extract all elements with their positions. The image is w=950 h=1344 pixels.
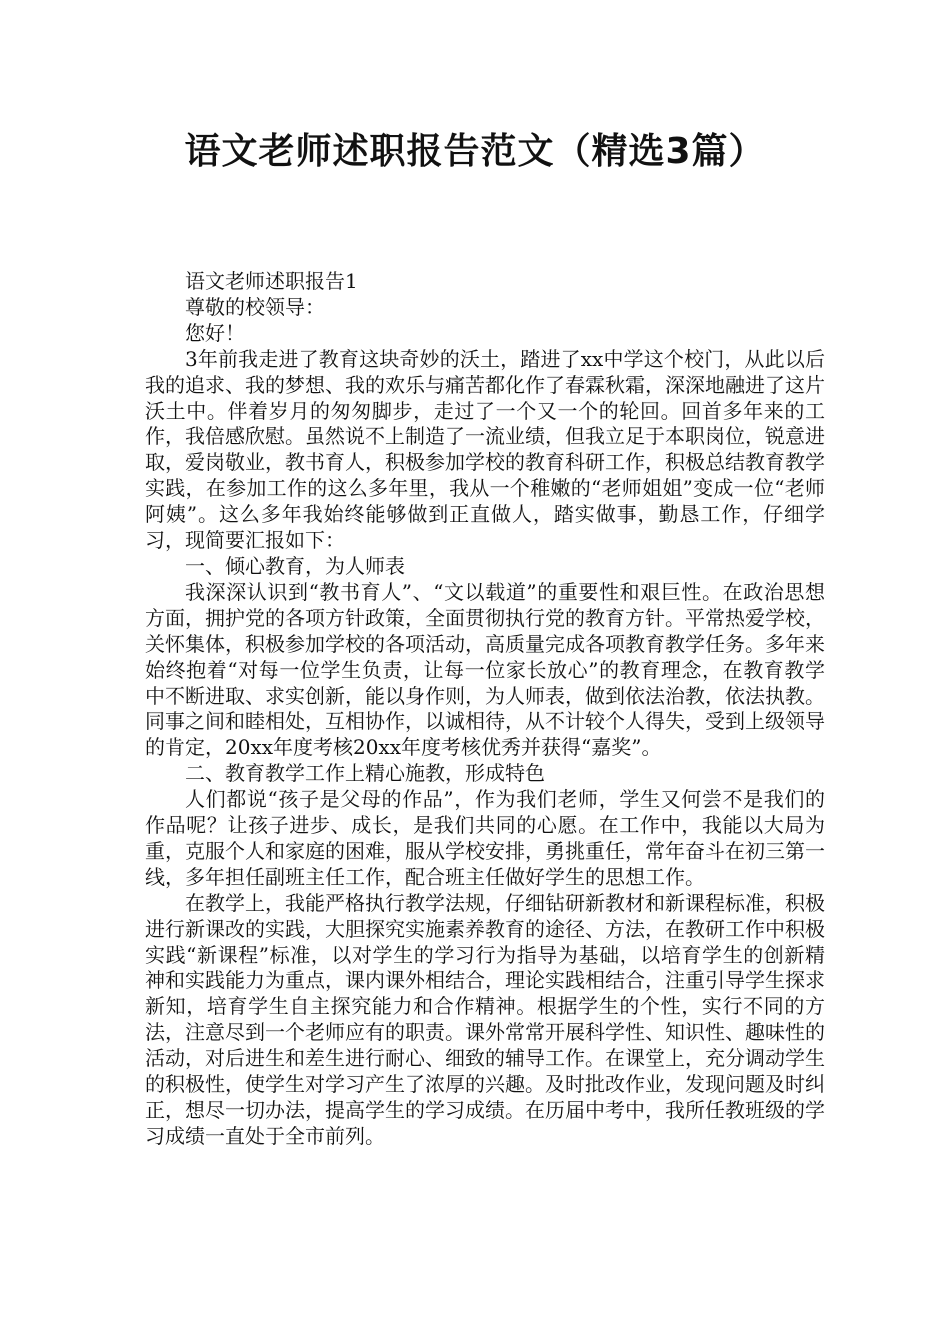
section-heading-2: 二、教育教学工作上精心施教，形成特色 bbox=[185, 761, 545, 786]
salutation: 尊敬的校领导： bbox=[185, 294, 325, 319]
intro-paragraph: 3年前我走进了教育这块奇妙的沃土，踏进了xx中学这个校门，从此以后我的追求、我的梦想、我的欢乐与痛苦都化作了春霖秋霜，深深地融进了这片沃土中。伴着岁月的匆匆脚步，走过了一个又一个的轮回。回首多年来的工作，我倍感欣慰。虽然说不上制造了一流业绩，但我立足于本职岗位，锐意进取，爱岗敬业，教书育人，积极参加学校的教育科研工作，积极总结教育教学实践，在参加工作的这么多年里，我从一个稚嫩的“老师姐姐”变成一位“老师阿姨”。这么多年我始终能够做到正直做人，踏实做事，勤恳工作，仔细学习，现简要汇报如下： bbox=[145, 346, 825, 553]
section-1-paragraph: 我深深认识到“教书育人”、“文以载道”的重要性和艰巨性。在政治思想方面，拥护党的各项方针政策，全面贯彻执行党的教育方针。平常热爱学校，关怀集体，积极参加学校的各项活动，高质量完成各项教育教学任务。多年来始终抱着“对每一位学生负责，让每一位家长放心”的教育理念，在教育教学中不断进取、求实创新，能以身作则，为人师表，做到依法治教，依法执教。同事之间和睦相处，互相协作，以诚相待，从不计较个人得失，受到上级领导的肯定，20xx年度考核20xx年度考核优秀并获得“嘉奖”。 bbox=[145, 579, 825, 760]
document-title: 语文老师述职报告范文（精选3篇） bbox=[184, 131, 766, 172]
document-body bbox=[145, 269, 825, 1150]
section-heading-1: 一、倾心教育，为人师表 bbox=[185, 553, 405, 578]
report-heading: 语文老师述职报告1 bbox=[185, 269, 358, 293]
section-2-paragraph-2: 在教学上，我能严格执行教学法规，仔细钻研新教材和新课程标准，积极进行新课改的实践，大胆探究实施素养教育的途径、方法，在教研工作中积极实践“新课程”标准，以对学生的学习行为指导为基础，以培育学生的创新精神和实践能力为重点，课内课外相结合，理论实践相结合，注重引导学生探求新知，培育学生自主探究能力和合作精神。根据学生的个性，实行不同的方法，注意尽到一个老师应有的职责。课外常常开展科学性、知识性、趣味性的活动，对后进生和差生进行耐心、细致的辅导工作。在课堂上，充分调动学生的积极性，使学生对学习产生了浓厚的兴趣。及时批改作业，发现问题及时纠正，想尽一切办法，提高学生的学习成绩。在历届中考中，我所任教班级的学习成绩一直处于全市前列。 bbox=[145, 890, 825, 1148]
section-2-paragraph-1: 人们都说“孩子是父母的作品”，作为我们老师，学生又何尝不是我们的作品呢？让孩子进步、成长，是我们共同的心愿。在工作中，我能以大局为重，克服个人和家庭的困难，服从学校安排，勇挑重任，常年奋斗在初三第一线，多年担任副班主任工作，配合班主任做好学生的思想工作。 bbox=[145, 787, 825, 889]
greeting: 您好！ bbox=[185, 320, 245, 345]
